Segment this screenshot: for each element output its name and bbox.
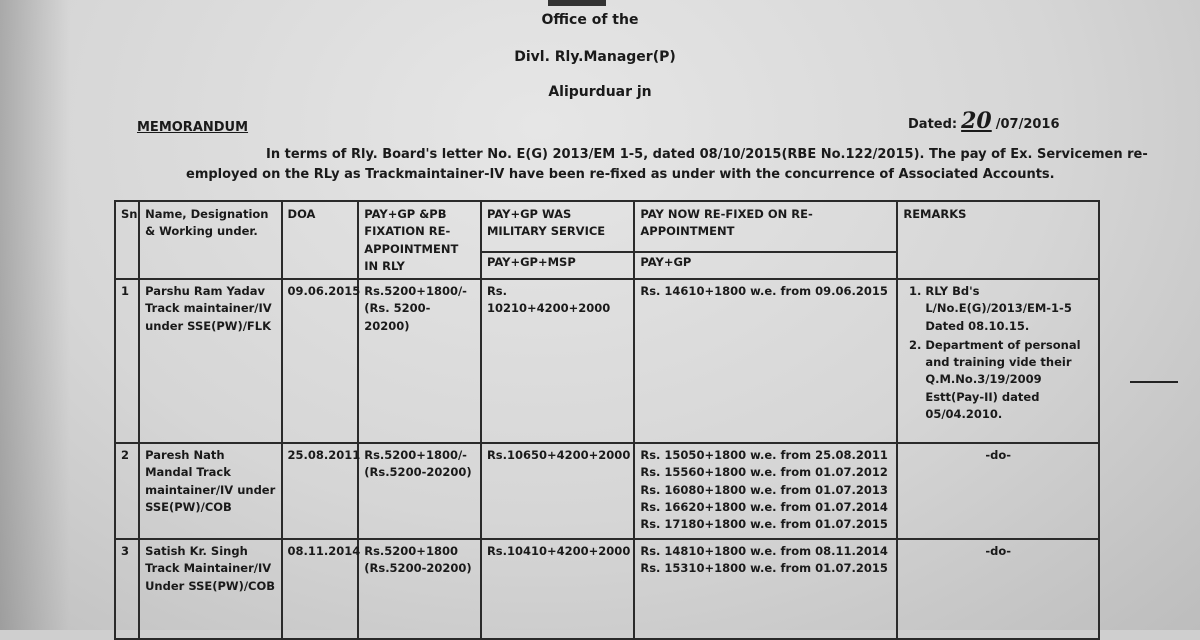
- pay-now-line: Rs. 16620+1800 w.e. from 01.07.2014: [640, 499, 888, 514]
- subheader-now: PAY+GP: [634, 252, 897, 279]
- row-sn: 1: [115, 279, 139, 443]
- table-row: [115, 279, 1099, 443]
- row-doa: 09.06.2015: [282, 279, 359, 443]
- header-pay-now: PAY NOW RE-FIXED ON RE-APPOINTMENT: [634, 201, 897, 252]
- header-remarks: REMARKS: [897, 201, 1099, 279]
- pay-now-line: Rs. 15560+1800 w.e. from 01.07.2012: [640, 465, 888, 480]
- row-doa: 08.11.2014: [282, 539, 359, 639]
- header-sn: Sn: [115, 201, 139, 279]
- row-pay-fixation: [358, 443, 481, 539]
- remark-item: 1. RLY Bd's L/No.E(G)/2013/EM-1-5 Dated 08.10.15.: [925, 283, 1093, 335]
- pay-now-line: Rs. 15050+1800 w.e. from 25.08.2011: [640, 448, 888, 462]
- pay-now-line: Rs. 16080+1800 w.e. from 01.07.2013: [640, 482, 888, 497]
- row-remarks: [897, 279, 1099, 443]
- table-row: [115, 539, 1099, 639]
- header-military-pay: PAY+GP WAS MILITARY SERVICE: [481, 201, 634, 252]
- remark-item: 2. Department of personal and training vide their Q.M.No.3/19/2009 Estt(Pay-II) dated 05/04.2010.: [925, 337, 1093, 423]
- intro-paragraph-line-2: employed on the RLy as Trackmaintainer-IV have been re-fixed as under with the concurrence of Associated Accounts.: [186, 167, 1055, 182]
- header-doa: DOA: [282, 201, 359, 279]
- row-sn: 3: [115, 539, 139, 639]
- row-doa: 25.08.2011: [282, 443, 359, 539]
- table-header-row: [115, 201, 1099, 252]
- pay-scale: Rs.5200+1800: [364, 544, 458, 558]
- subheader-military: PAY+GP+MSP: [481, 252, 634, 279]
- pay-scale: Rs.5200+1800/-: [364, 284, 467, 298]
- pay-fixation-table: [114, 200, 1100, 640]
- memorandum-heading: MEMORANDUM: [137, 120, 249, 135]
- dated-month-year: /07/2016: [995, 117, 1060, 132]
- row-name: Parshu Ram Yadav Track maintainer/IV under SSE(PW)/FLK: [139, 279, 281, 443]
- pay-now-line: Rs. 14810+1800 w.e. from 08.11.2014: [640, 544, 888, 558]
- pen-mark: [1130, 381, 1178, 383]
- pay-band: (Rs.5200-20200): [364, 465, 472, 480]
- table-row: [115, 443, 1099, 539]
- row-remarks: -do-: [897, 539, 1099, 639]
- row-pay-now: [634, 279, 897, 443]
- top-stamp-mark: [548, 0, 606, 6]
- dated-day: 20: [961, 108, 992, 134]
- remarks-list: [903, 283, 1093, 423]
- row-pay-fixation: [358, 279, 481, 443]
- header-name: Name, Designation & Working under.: [139, 201, 281, 279]
- dated-label: Dated:: [908, 117, 958, 132]
- row-military-pay: Rs.10650+4200+2000: [481, 443, 634, 539]
- row-remarks: -do-: [897, 443, 1099, 539]
- location-title: Alipurduar jn: [548, 84, 652, 100]
- pay-band: (Rs.5200-20200): [364, 561, 472, 576]
- row-pay-now: [634, 443, 897, 539]
- pay-now-line: Rs. 17180+1800 w.e. from 01.07.2015: [640, 517, 888, 531]
- division-title: Divl. Rly.Manager(P): [514, 49, 676, 65]
- pay-scale: Rs.5200+1800/-: [364, 448, 467, 462]
- pay-now-line: Rs. 14610+1800 w.e. from 09.06.2015: [640, 284, 888, 298]
- header-pay-fixation: PAY+GP &PB FIXATION RE-APPOINTMENT IN RLY: [358, 201, 481, 279]
- row-pay-fixation: [358, 539, 481, 639]
- dated-line: [908, 108, 1060, 134]
- pay-now-line: Rs. 15310+1800 w.e. from 01.07.2015: [640, 561, 888, 576]
- row-name: Satish Kr. Singh Track Maintainer/IV Under SSE(PW)/COB: [139, 539, 281, 639]
- intro-paragraph-line-1: In terms of Rly. Board's letter No. E(G) 2013/EM 1-5, dated 08/10/2015(RBE No.122/2015). The pay of Ex. Servicemen re-: [266, 147, 1148, 162]
- row-name: Paresh Nath Mandal Track maintainer/IV under SSE(PW)/COB: [139, 443, 281, 539]
- row-pay-now: [634, 539, 897, 639]
- row-military-pay: Rs. 10210+4200+2000: [481, 279, 634, 443]
- row-sn: 2: [115, 443, 139, 539]
- pay-band: (Rs. 5200-20200): [364, 301, 431, 333]
- office-title: Office of the: [541, 12, 639, 28]
- row-military-pay: Rs.10410+4200+2000: [481, 539, 634, 639]
